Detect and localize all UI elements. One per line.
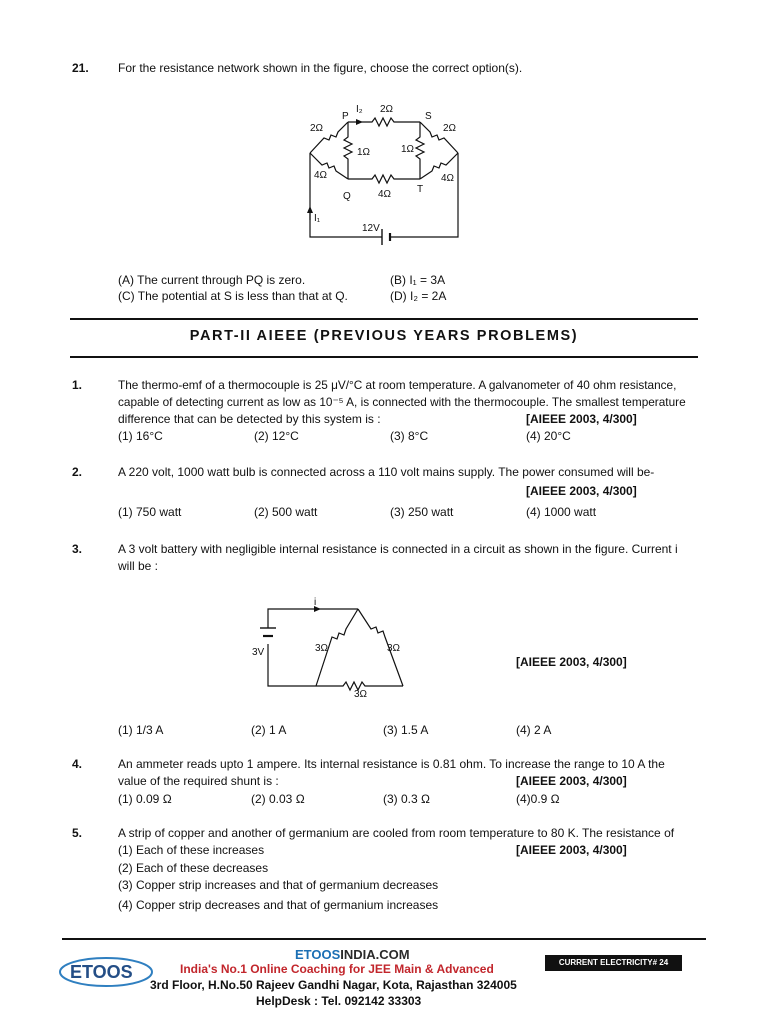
exam-tag: [AIEEE 2003, 4/300] [516,843,627,857]
resistance-network-figure [300,95,470,245]
resistor-sr-label: 2Ω [443,123,457,134]
option-4: (4) 20°C [526,429,571,443]
divider-bottom [70,356,698,358]
resistor-right-label: 3Ω [387,643,401,654]
option-2: (2) Each of these decreases [118,861,269,875]
option-d: (D) I₂ = 2A [390,289,447,303]
option-1: (1) 16°C [118,429,163,443]
exam-tag: [AIEEE 2003, 4/300] [526,484,637,498]
option-2: (2) 500 watt [254,505,318,519]
divider-top [70,318,698,320]
resistor-top-label: 2Ω [380,104,394,115]
current-i1-label: I₁ [314,213,321,224]
part-heading: PART-II AIEEE (PREVIOUS YEARS PROBLEMS) [189,328,579,344]
node-t-label: T [417,184,424,195]
battery-label: 3V [252,647,265,658]
resistor-bottom-label: 3Ω [354,689,368,700]
option-3: (3) 8°C [390,429,429,443]
node-p-label: P [342,111,349,122]
option-1: (1) 1/3 A [118,723,164,737]
exam-tag: [AIEEE 2003, 4/300] [526,412,637,426]
logo-text: ETOOS [70,962,133,982]
option-3: (3) 250 watt [390,505,454,519]
current-i-label: i [314,597,317,608]
question-text-line: difference that can be detected by this system is : [118,412,381,426]
question-number: 5. [72,826,83,840]
etoos-logo [58,950,158,990]
option-c: (C) The potential at S is less than that at Q. [118,289,348,303]
node-q-label: Q [343,191,351,202]
question-number: 2. [72,465,83,479]
chapter-page-badge: CURRENT ELECTRICITY# 24 [545,955,682,971]
exam-tag: [AIEEE 2003, 4/300] [516,655,627,669]
question-text-line: A 3 volt battery with negligible internal resistance is connected in a circuit as shown in the figure. Current i [118,542,678,556]
question-number: 1. [72,378,83,392]
battery-triangle-circuit-figure [248,598,408,698]
question-number: 3. [72,542,83,556]
current-i2-label: I₂ [356,104,363,115]
question-text: A strip of copper and another of germanium are cooled from room temperature to 80 K. The resistance of [118,826,675,840]
option-3: (3) 0.3 Ω [383,792,430,806]
option-a: (A) The current through PQ is zero. [118,273,306,287]
option-b: (B) I₁ = 3A [390,273,446,287]
resistor-pq-label: 1Ω [357,147,371,158]
question-number: 21. [72,61,89,75]
option-3: (3) 1.5 A [383,723,429,737]
option-2: (2) 12°C [254,429,299,443]
footer-brand [295,947,410,962]
option-2: (2) 0.03 Ω [251,792,305,806]
option-1: (1) 0.09 Ω [118,792,172,806]
question-text-line: An ammeter reads upto 1 ampere. Its internal resistance is 0.81 ohm. To increase the range to 10 A the [118,757,665,771]
footer-divider [62,938,706,940]
footer-address: 3rd Floor, H.No.50 Rajeev Gandhi Nagar, Kota, Rajasthan 324005 [150,978,517,992]
option-4: (4)0.9 Ω [516,792,560,806]
footer-tagline: India's No.1 Online Coaching for JEE Main & Advanced [180,962,494,976]
resistor-tr-label: 4Ω [441,173,455,184]
footer-helpdesk: HelpDesk : Tel. 092142 33303 [256,994,422,1008]
option-1: (1) Each of these increases [118,843,265,857]
question-number: 4. [72,757,83,771]
brand-etoos: ETOOS [295,947,341,962]
question-text: A 220 volt, 1000 watt bulb is connected across a 110 volt mains supply. The power consumed will be- [118,465,655,479]
exam-tag: [AIEEE 2003, 4/300] [516,774,627,788]
option-1: (1) 750 watt [118,505,182,519]
node-s-label: S [425,111,432,122]
resistor-ql-label: 4Ω [314,170,328,181]
resistor-pl-label: 2Ω [310,123,324,134]
resistor-st-label: 1Ω [401,144,415,155]
option-2: (2) 1 A [251,723,287,737]
brand-india-com: INDIA.COM [340,947,410,962]
question-text-line: capable of detecting current as low as 10⁻⁵ A, is connected with the thermocouple. The smallest temperature [118,395,686,409]
question-text-line: will be : [118,559,159,573]
resistor-qt-label: 4Ω [378,189,392,200]
battery-label: 12V [362,223,380,234]
option-3: (3) Copper strip increases and that of germanium decreases [118,878,439,892]
option-4: (4) 1000 watt [526,505,597,519]
question-text-line: The thermo-emf of a thermocouple is 25 μV/°C at room temperature. A galvanometer of 40 ohm resistance, [118,378,677,392]
option-4: (4) 2 A [516,723,552,737]
question-text-line: value of the required shunt is : [118,774,279,788]
resistor-left-label: 3Ω [315,643,329,654]
option-4: (4) Copper strip decreases and that of germanium increases [118,898,439,912]
question-text: For the resistance network shown in the figure, choose the correct option(s). [118,61,523,75]
